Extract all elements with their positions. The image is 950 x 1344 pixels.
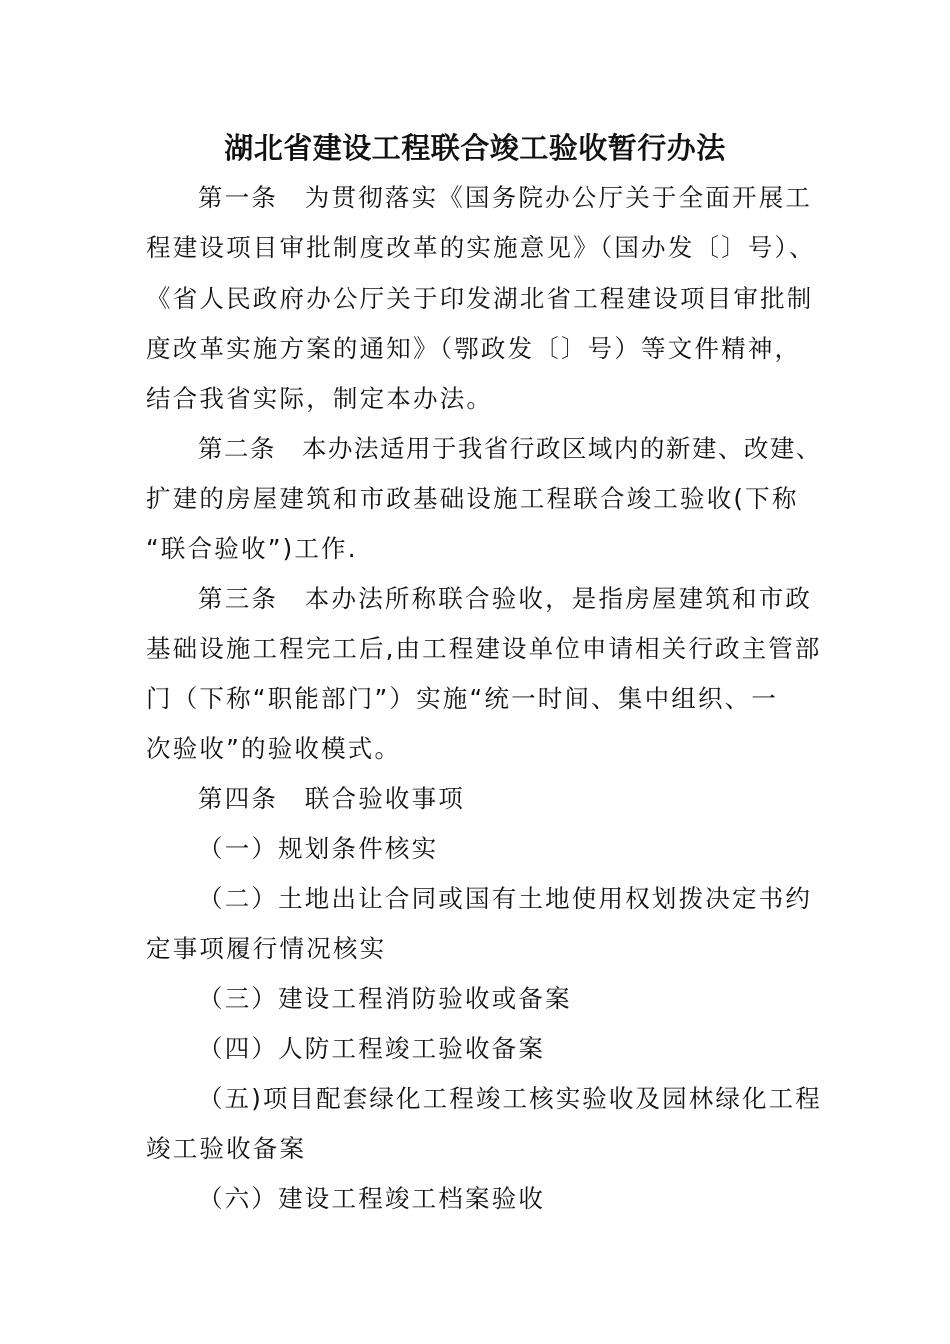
document-title: 湖北省建设工程联合竣工验收暂行办法 [224,131,726,165]
article-1-line-4: 度改革实施方案的通知》（鄂政发〔〕号）等文件精神， [146,334,802,363]
item-2-line-2: 定事项履行情况核实 [146,934,387,963]
item-3: （三）建设工程消防验收或备案 [198,984,572,1013]
article-3-line-2: 基础设施工程完工后,由工程建设单位申请相关行政主管部 [146,634,822,663]
article-3-line-1: 第三条 本办法所称联合验收，是指房屋建筑和市政 [198,584,813,613]
item-2-line-1: （二）土地出让合同或国有土地使用权划拨决定书约 [198,884,813,913]
item-1: （一）规划条件核实 [198,834,439,863]
article-1-line-3: 《省人民政府办公厅关于印发湖北省工程建设项目审批制 [146,284,814,313]
item-5-line-2: 竣工验收备案 [146,1134,307,1163]
article-4-heading: 第四条 联合验收事项 [198,784,465,813]
article-1-line-2: 程建设项目审批制度改革的实施意见》（国办发〔〕号）、 [146,233,816,262]
item-4: （四）人防工程竣工验收备案 [198,1034,546,1063]
article-3-line-4: 次验收”的验收模式。 [146,734,402,763]
article-3-line-3: 门（下称“职能部门”）实施“统一时间、集中组织、一 [146,684,779,713]
article-2-line-1: 第二条 本办法适用于我省行政区域内的新建、改建、 [198,434,822,463]
article-2-line-3: “联合验收”)工作. [146,534,358,563]
article-2-line-2: 扩建的房屋建筑和市政基础设施工程联合竣工验收(下称 [146,484,799,513]
article-1-line-5: 结合我省实际，制定本办法。 [146,384,494,413]
article-1-line-1: 第一条 为贯彻落实《国务院办公厅关于全面开展工 [198,183,813,212]
item-6: （六）建设工程竣工档案验收 [198,1184,546,1213]
item-5-line-1: （五)项目配套绿化工程竣工核实验收及园林绿化工程 [198,1084,822,1113]
